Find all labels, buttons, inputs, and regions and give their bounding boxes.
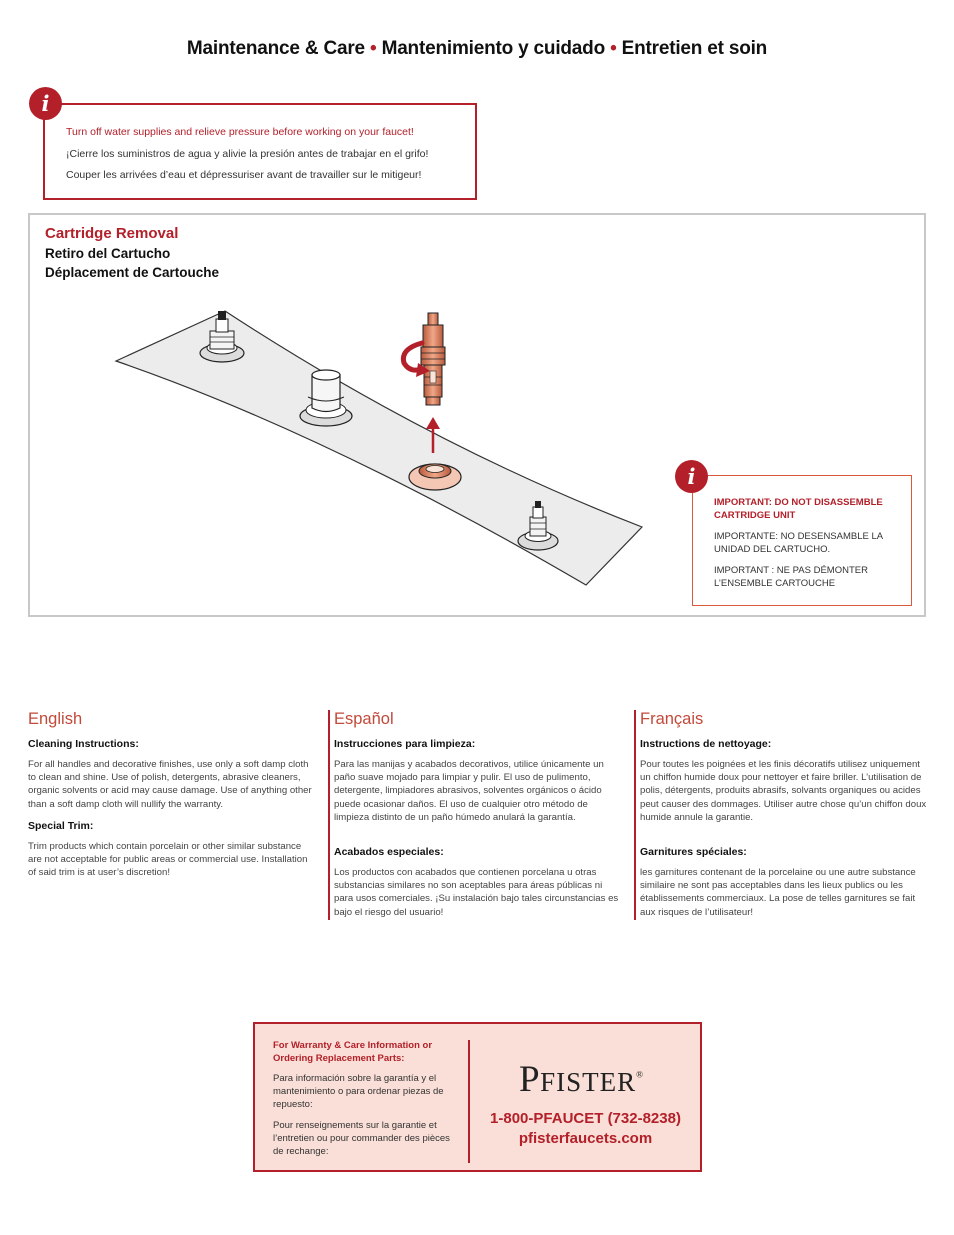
deck-plate	[116, 311, 642, 585]
special-trim-text: Los productos con acabados que contienen porcelana u otras substancias similares no son aceptables para áreas públicas ni para usos comerciales. ¡Su instalación bajo tales circunstancias es bajo el riesgo del usuario!	[334, 867, 619, 918]
special-trim-heading: Special Trim:	[28, 820, 94, 832]
cartridge-unit	[421, 313, 445, 405]
important-notice-box	[692, 475, 912, 606]
cleaning-instructions-text: Para las manijas y acabados decorativos, utilice únicamente un paño suave mojado para limpiar y pulir. El uso de pulimento, detergente, limpiadores abrasivos, solventes orgánicos o ácido puede ocasionar daños. El uso de cualquier otro método de limpieza distinto de un paño húmedo anulará la garantía.	[334, 759, 604, 823]
important-text-english: IMPORTANT: DO NOT DISASSEMBLE CARTRIDGE UNIT	[714, 497, 883, 521]
cartridge-title-french: Déplacement de Cartouche	[45, 265, 220, 280]
french-heading: Français	[640, 710, 704, 728]
page-title	[0, 38, 954, 60]
cartridge-title-english: Cartridge Removal	[45, 225, 179, 242]
special-trim-heading: Garnitures spéciales:	[640, 846, 747, 858]
title-english: Maintenance & Care	[186, 38, 365, 59]
title-french: Entretien et soin	[621, 38, 768, 59]
cleaning-instructions-heading: Cleaning Instructions:	[28, 738, 139, 750]
column-divider	[328, 710, 330, 920]
water-warning-box	[43, 103, 477, 200]
website-link[interactable]: pfisterfaucets.com	[518, 1130, 653, 1147]
info-icon: i	[675, 460, 708, 493]
warning-text-french: Couper les arrivées d’eau et dépressuriser avant de travailler sur le mitigeur!	[66, 169, 422, 181]
pfister-logo: PFISTER®	[519, 1059, 644, 1100]
warranty-text-french: Pour renseignements sur la garantie et l’entretien ou pour commander des pièces de rechange:	[273, 1120, 450, 1157]
warning-text-spanish: ¡Cierre los suministros de agua y alivie la presión antes de trabajar en el grifo!	[66, 148, 429, 160]
cleaning-instructions-heading: Instructions de nettoyage:	[640, 738, 772, 750]
cleaning-instructions-heading: Instrucciones para limpieza:	[334, 738, 476, 750]
title-separator: •	[370, 38, 377, 59]
warranty-text-english: For Warranty & Care Information or Ordering Replacement Parts:	[273, 1040, 433, 1064]
cleaning-instructions-text: For all handles and decorative finishes, use only a soft damp cloth to clean and shine. Use of polish, detergents, abrasive cleaners, organic solvents or acid may cause damage. Use of anything other than a soft damp cloth will nullify the warranty.	[28, 759, 312, 810]
cartridge-title-spanish: Retiro del Cartucho	[45, 246, 171, 261]
title-separator: •	[610, 38, 617, 59]
warning-text-english: Turn off water supplies and relieve pressure before working on your faucet!	[66, 126, 414, 138]
warranty-text-spanish: Para información sobre la garantía y el mantenimiento o para ordenar piezas de repuesto:	[273, 1073, 444, 1110]
special-trim-text: les garnitures contenant de la porcelaine ou une autre substance similaire ne sont pas acceptables dans les lieux publics ou les établissements commerciaux. La pose de telles garnitures se fait aux risques de l’utilisateur!	[640, 867, 916, 918]
important-text-french: IMPORTANT : NE PAS DÉMONTER L’ENSEMBLE CARTOUCHE	[714, 565, 868, 589]
important-text-spanish: IMPORTANTE: NO DESENSAMBLE LA UNIDAD DEL CARTUCHO.	[714, 531, 883, 555]
special-trim-heading: Acabados especiales:	[334, 846, 444, 858]
cartridge-seat	[409, 464, 461, 490]
column-divider	[634, 710, 636, 920]
phone-number[interactable]: 1-800-PFAUCET (732-8238)	[490, 1110, 681, 1127]
english-heading: English	[28, 710, 83, 728]
title-spanish: Mantenimiento y cuidado	[381, 38, 605, 59]
warranty-contact-box	[253, 1022, 702, 1172]
spanish-heading: Español	[334, 710, 394, 728]
cartridge-removal-panel	[28, 213, 926, 617]
info-icon: i	[29, 87, 62, 120]
special-trim-text: Trim products which contain porcelain or other similar substance are not acceptable for public areas or commercial use. Installation of said trim is at user’s discretion!	[28, 841, 308, 879]
cleaning-instructions-text: Pour toutes les poignées et les finis décoratifs utilisez uniquement un chiffon humide doux pour nettoyer et faire briller. L’utilisation de polis, détergents, produits abrasifs, solvants organiques ou acides peut causer des dommages. Utiliser autre chose qu’un chiffon doux humide annule la garantie.	[640, 759, 927, 823]
